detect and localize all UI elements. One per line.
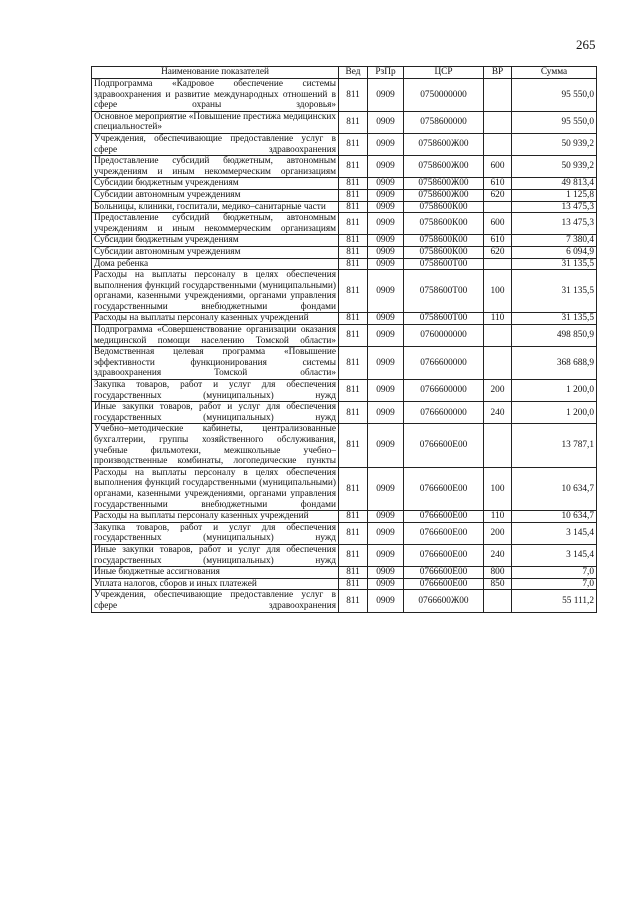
cell-ved: 811 <box>339 201 368 213</box>
cell-sum: 31 135,5 <box>512 270 597 313</box>
cell-vr: 200 <box>484 522 512 544</box>
cell-rzpr: 0909 <box>368 79 404 112</box>
table-row <box>92 178 597 190</box>
cell-vr: 240 <box>484 544 512 566</box>
cell-csr: 0766600000 <box>404 380 484 402</box>
table-row <box>92 402 597 424</box>
cell-csr: 0750000000 <box>404 79 484 112</box>
cell-name: Подпрограмма «Совершенствование организации оказания медицинской помощи населению Томской области» <box>92 325 339 347</box>
cell-rzpr: 0909 <box>368 590 404 612</box>
header-rzpr: РзПр <box>368 67 404 79</box>
cell-rzpr: 0909 <box>368 522 404 544</box>
cell-ved: 811 <box>339 567 368 579</box>
cell-vr: 620 <box>484 246 512 258</box>
table-row <box>92 590 597 612</box>
cell-ved: 811 <box>339 178 368 190</box>
cell-name: Учреждения, обеспечивающие предоставление услуг в сфере здравоохранения <box>92 590 339 612</box>
cell-vr: 600 <box>484 213 512 235</box>
cell-name: Основное мероприятие «Повышение престижа медицинских специальностей» <box>92 111 339 133</box>
cell-rzpr: 0909 <box>368 511 404 523</box>
cell-csr: 0766600Е00 <box>404 467 484 510</box>
cell-rzpr: 0909 <box>368 424 404 467</box>
cell-ved: 811 <box>339 258 368 270</box>
cell-csr: 0758600Ж00 <box>404 178 484 190</box>
cell-sum: 7,0 <box>512 578 597 590</box>
cell-rzpr: 0909 <box>368 213 404 235</box>
cell-vr <box>484 325 512 347</box>
table-row <box>92 246 597 258</box>
cell-sum: 498 850,9 <box>512 325 597 347</box>
cell-rzpr: 0909 <box>368 325 404 347</box>
cell-ved: 811 <box>339 590 368 612</box>
cell-rzpr: 0909 <box>368 347 404 380</box>
cell-vr: 610 <box>484 178 512 190</box>
cell-name: Закупка товаров, работ и услуг для обеспечения государственных (муниципальных) нужд <box>92 380 339 402</box>
cell-sum: 95 550,0 <box>512 79 597 112</box>
cell-csr: 0766600000 <box>404 347 484 380</box>
cell-name: Расходы на выплаты персоналу казенных учреждений <box>92 511 339 523</box>
cell-csr: 0758600Ж00 <box>404 156 484 178</box>
cell-csr: 0766600Е00 <box>404 544 484 566</box>
cell-sum: 49 813,4 <box>512 178 597 190</box>
cell-name: Подпрограмма «Кадровое обеспечение системы здравоохранения и развитие международных отношений в сфере охраны здоровья» <box>92 79 339 112</box>
cell-ved: 811 <box>339 347 368 380</box>
header-sum: Сумма <box>512 67 597 79</box>
cell-sum: 50 939,2 <box>512 133 597 155</box>
cell-ved: 811 <box>339 189 368 201</box>
cell-ved: 811 <box>339 111 368 133</box>
cell-csr: 0758600000 <box>404 111 484 133</box>
table-row <box>92 511 597 523</box>
cell-vr: 800 <box>484 567 512 579</box>
table-row <box>92 578 597 590</box>
cell-rzpr: 0909 <box>368 467 404 510</box>
cell-name: Дома ребенка <box>92 258 339 270</box>
cell-rzpr: 0909 <box>368 313 404 325</box>
table-row <box>92 325 597 347</box>
table-row <box>92 270 597 313</box>
cell-csr: 0766600Ж00 <box>404 590 484 612</box>
cell-name: Закупка товаров, работ и услуг для обеспечения государственных (муниципальных) нужд <box>92 522 339 544</box>
cell-sum: 7,0 <box>512 567 597 579</box>
cell-sum: 13 475,3 <box>512 201 597 213</box>
cell-rzpr: 0909 <box>368 578 404 590</box>
cell-sum: 368 688,9 <box>512 347 597 380</box>
cell-ved: 811 <box>339 467 368 510</box>
cell-csr: 0758600К00 <box>404 246 484 258</box>
header-csr: ЦСР <box>404 67 484 79</box>
page-number: 265 <box>576 37 596 52</box>
cell-ved: 811 <box>339 402 368 424</box>
cell-ved: 811 <box>339 235 368 247</box>
cell-rzpr: 0909 <box>368 235 404 247</box>
cell-ved: 811 <box>339 522 368 544</box>
cell-rzpr: 0909 <box>368 258 404 270</box>
cell-ved: 811 <box>339 544 368 566</box>
cell-vr <box>484 347 512 380</box>
cell-csr: 0766600Е00 <box>404 511 484 523</box>
cell-csr: 0758600К00 <box>404 201 484 213</box>
cell-sum: 7 380,4 <box>512 235 597 247</box>
cell-name: Расходы на выплаты персоналу в целях обеспечения выполнения функций государственными (муниципальными) органами, казенными учреждениями, органами управления государственными внебюджетными фондами <box>92 467 339 510</box>
cell-csr: 0758600К00 <box>404 235 484 247</box>
cell-vr <box>484 424 512 467</box>
cell-vr: 100 <box>484 467 512 510</box>
cell-name: Больницы, клиники, госпитали, медико–санитарные части <box>92 201 339 213</box>
table-row <box>92 111 597 133</box>
cell-ved: 811 <box>339 270 368 313</box>
table-row <box>92 380 597 402</box>
table-row <box>92 79 597 112</box>
cell-name: Ведомственная целевая программа «Повышение эффективности функционирования системы здравоохранения Томской области» <box>92 347 339 380</box>
cell-rzpr: 0909 <box>368 246 404 258</box>
cell-csr: 0758600Ж00 <box>404 133 484 155</box>
cell-sum: 31 135,5 <box>512 313 597 325</box>
cell-rzpr: 0909 <box>368 544 404 566</box>
cell-sum: 1 125,8 <box>512 189 597 201</box>
table-row <box>92 313 597 325</box>
cell-rzpr: 0909 <box>368 201 404 213</box>
cell-ved: 811 <box>339 133 368 155</box>
cell-vr: 610 <box>484 235 512 247</box>
cell-rzpr: 0909 <box>368 380 404 402</box>
table-row <box>92 424 597 467</box>
cell-name: Субсидии бюджетным учреждениям <box>92 178 339 190</box>
table-row <box>92 156 597 178</box>
cell-vr: 240 <box>484 402 512 424</box>
cell-name: Расходы на выплаты персоналу в целях обеспечения выполнения функций государственными (муниципальными) органами, казенными учреждениями, органами управления государственными внебюджетными фондами <box>92 270 339 313</box>
table-row <box>92 567 597 579</box>
table-row <box>92 213 597 235</box>
table-row <box>92 133 597 155</box>
cell-csr: 0758600Т00 <box>404 258 484 270</box>
cell-sum: 50 939,2 <box>512 156 597 178</box>
cell-vr <box>484 590 512 612</box>
cell-rzpr: 0909 <box>368 156 404 178</box>
cell-ved: 811 <box>339 213 368 235</box>
cell-csr: 0766600Е00 <box>404 424 484 467</box>
cell-vr: 110 <box>484 313 512 325</box>
cell-sum: 95 550,0 <box>512 111 597 133</box>
cell-name: Субсидии бюджетным учреждениям <box>92 235 339 247</box>
cell-vr: 200 <box>484 380 512 402</box>
table-row <box>92 347 597 380</box>
cell-vr <box>484 79 512 112</box>
cell-ved: 811 <box>339 380 368 402</box>
header-name: Наименование показателей <box>92 67 339 79</box>
cell-rzpr: 0909 <box>368 178 404 190</box>
cell-ved: 811 <box>339 511 368 523</box>
table-row <box>92 467 597 510</box>
cell-sum: 6 094,9 <box>512 246 597 258</box>
cell-vr: 100 <box>484 270 512 313</box>
cell-name: Субсидии автономным учреждениям <box>92 246 339 258</box>
header-ved: Вед <box>339 67 368 79</box>
budget-table <box>91 66 597 613</box>
cell-ved: 811 <box>339 424 368 467</box>
cell-rzpr: 0909 <box>368 567 404 579</box>
cell-name: Иные закупки товаров, работ и услуг для обеспечения государственных (муниципальных) нужд <box>92 544 339 566</box>
cell-vr: 110 <box>484 511 512 523</box>
cell-sum: 55 111,2 <box>512 590 597 612</box>
cell-csr: 0766600Е00 <box>404 567 484 579</box>
cell-name: Уплата налогов, сборов и иных платежей <box>92 578 339 590</box>
cell-sum: 3 145,4 <box>512 522 597 544</box>
cell-name: Иные закупки товаров, работ и услуг для обеспечения государственных (муниципальных) нужд <box>92 402 339 424</box>
cell-ved: 811 <box>339 246 368 258</box>
cell-sum: 1 200,0 <box>512 402 597 424</box>
cell-ved: 811 <box>339 79 368 112</box>
cell-rzpr: 0909 <box>368 111 404 133</box>
cell-name: Учебно–методические кабинеты, централизованные бухгалтерии, группы хозяйственного обслуживания, учебные фильмотеки, межшкольные учебно–производственные комбинаты, логопедические пункты <box>92 424 339 467</box>
cell-name: Учреждения, обеспечивающие предоставление услуг в сфере здравоохранения <box>92 133 339 155</box>
cell-name: Иные бюджетные ассигнования <box>92 567 339 579</box>
cell-name: Предоставление субсидий бюджетным, автономным учреждениям и иным некоммерческим организациям <box>92 213 339 235</box>
cell-csr: 0758600К00 <box>404 213 484 235</box>
cell-ved: 811 <box>339 578 368 590</box>
cell-rzpr: 0909 <box>368 189 404 201</box>
cell-sum: 3 145,4 <box>512 544 597 566</box>
cell-vr <box>484 201 512 213</box>
table-row <box>92 201 597 213</box>
cell-vr: 850 <box>484 578 512 590</box>
cell-csr: 0758600Ж00 <box>404 189 484 201</box>
table-row <box>92 544 597 566</box>
cell-csr: 0766600Е00 <box>404 522 484 544</box>
table-row <box>92 235 597 247</box>
cell-csr: 0758600Т00 <box>404 313 484 325</box>
cell-name: Предоставление субсидий бюджетным, автономным учреждениям и иным некоммерческим организациям <box>92 156 339 178</box>
cell-vr <box>484 111 512 133</box>
cell-sum: 1 200,0 <box>512 380 597 402</box>
table-body <box>92 79 597 613</box>
cell-name: Субсидии автономным учреждениям <box>92 189 339 201</box>
header-vr: ВР <box>484 67 512 79</box>
cell-ved: 811 <box>339 313 368 325</box>
table-row <box>92 189 597 201</box>
table-header-row <box>92 67 597 79</box>
cell-sum: 13 787,1 <box>512 424 597 467</box>
cell-name: Расходы на выплаты персоналу казенных учреждений <box>92 313 339 325</box>
cell-sum: 31 135,5 <box>512 258 597 270</box>
cell-csr: 0760000000 <box>404 325 484 347</box>
cell-ved: 811 <box>339 156 368 178</box>
cell-rzpr: 0909 <box>368 270 404 313</box>
cell-vr <box>484 133 512 155</box>
cell-csr: 0766600Е00 <box>404 578 484 590</box>
cell-sum: 10 634,7 <box>512 467 597 510</box>
cell-vr: 620 <box>484 189 512 201</box>
cell-ved: 811 <box>339 325 368 347</box>
cell-rzpr: 0909 <box>368 133 404 155</box>
cell-vr <box>484 258 512 270</box>
table-row <box>92 258 597 270</box>
cell-rzpr: 0909 <box>368 402 404 424</box>
cell-sum: 10 634,7 <box>512 511 597 523</box>
cell-csr: 0766600000 <box>404 402 484 424</box>
cell-vr: 600 <box>484 156 512 178</box>
cell-csr: 0758600Т00 <box>404 270 484 313</box>
cell-sum: 13 475,3 <box>512 213 597 235</box>
table-row <box>92 522 597 544</box>
